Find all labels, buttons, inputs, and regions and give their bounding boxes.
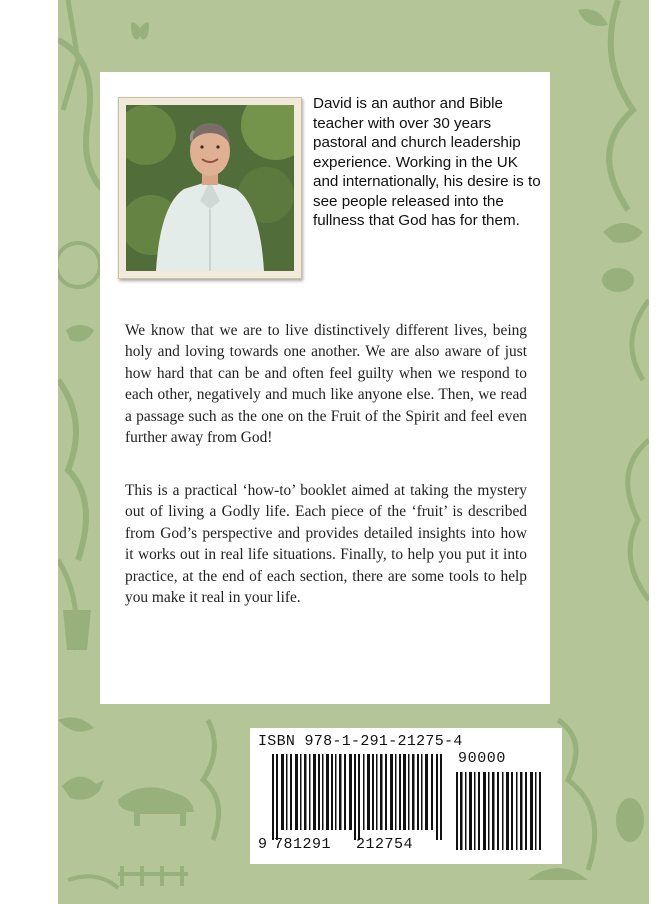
price-code: 90000 <box>458 750 507 767</box>
description-paragraph-2: This is a practical ‘how-to’ booklet aimed at taking the mystery out of living a Godly life. Each piece of the ‘fruit’ is described from God’s perspective and provides detailed insights into how it works out in real life situations. Finally, to help you put it into practice, at the end of each section, there are some tools to help you make it real in your life. <box>125 482 527 607</box>
barcode-digits-right: 212754 <box>356 836 414 853</box>
barcode-digits-left: 781291 <box>274 836 332 853</box>
author-bio: David is an author and Bible teacher with over 30 years pastoral and church leadership experience. Working in the UK and internationally, his desire is to see people released into the fullness that God has for them. <box>313 95 541 229</box>
isbn-label: ISBN 978-1-291-21275-4 <box>258 733 463 750</box>
description-paragraph-1: We know that we are to live distinctively different lives, being holy and loving towards one another. We are also aware of just how hard that can be and often feel guilty when we respond to each other, negatively and much like anyone else. Then, we read a passage such as the one on the Fruit of the Spirit and feel even further away from God! <box>125 322 527 447</box>
back-cover <box>58 0 649 904</box>
author-portrait-icon <box>126 105 294 271</box>
text-panel <box>100 72 550 704</box>
isbn-barcode-block <box>250 728 562 864</box>
author-photo-frame <box>118 97 302 279</box>
barcode-digit-first: 9 <box>258 836 268 853</box>
